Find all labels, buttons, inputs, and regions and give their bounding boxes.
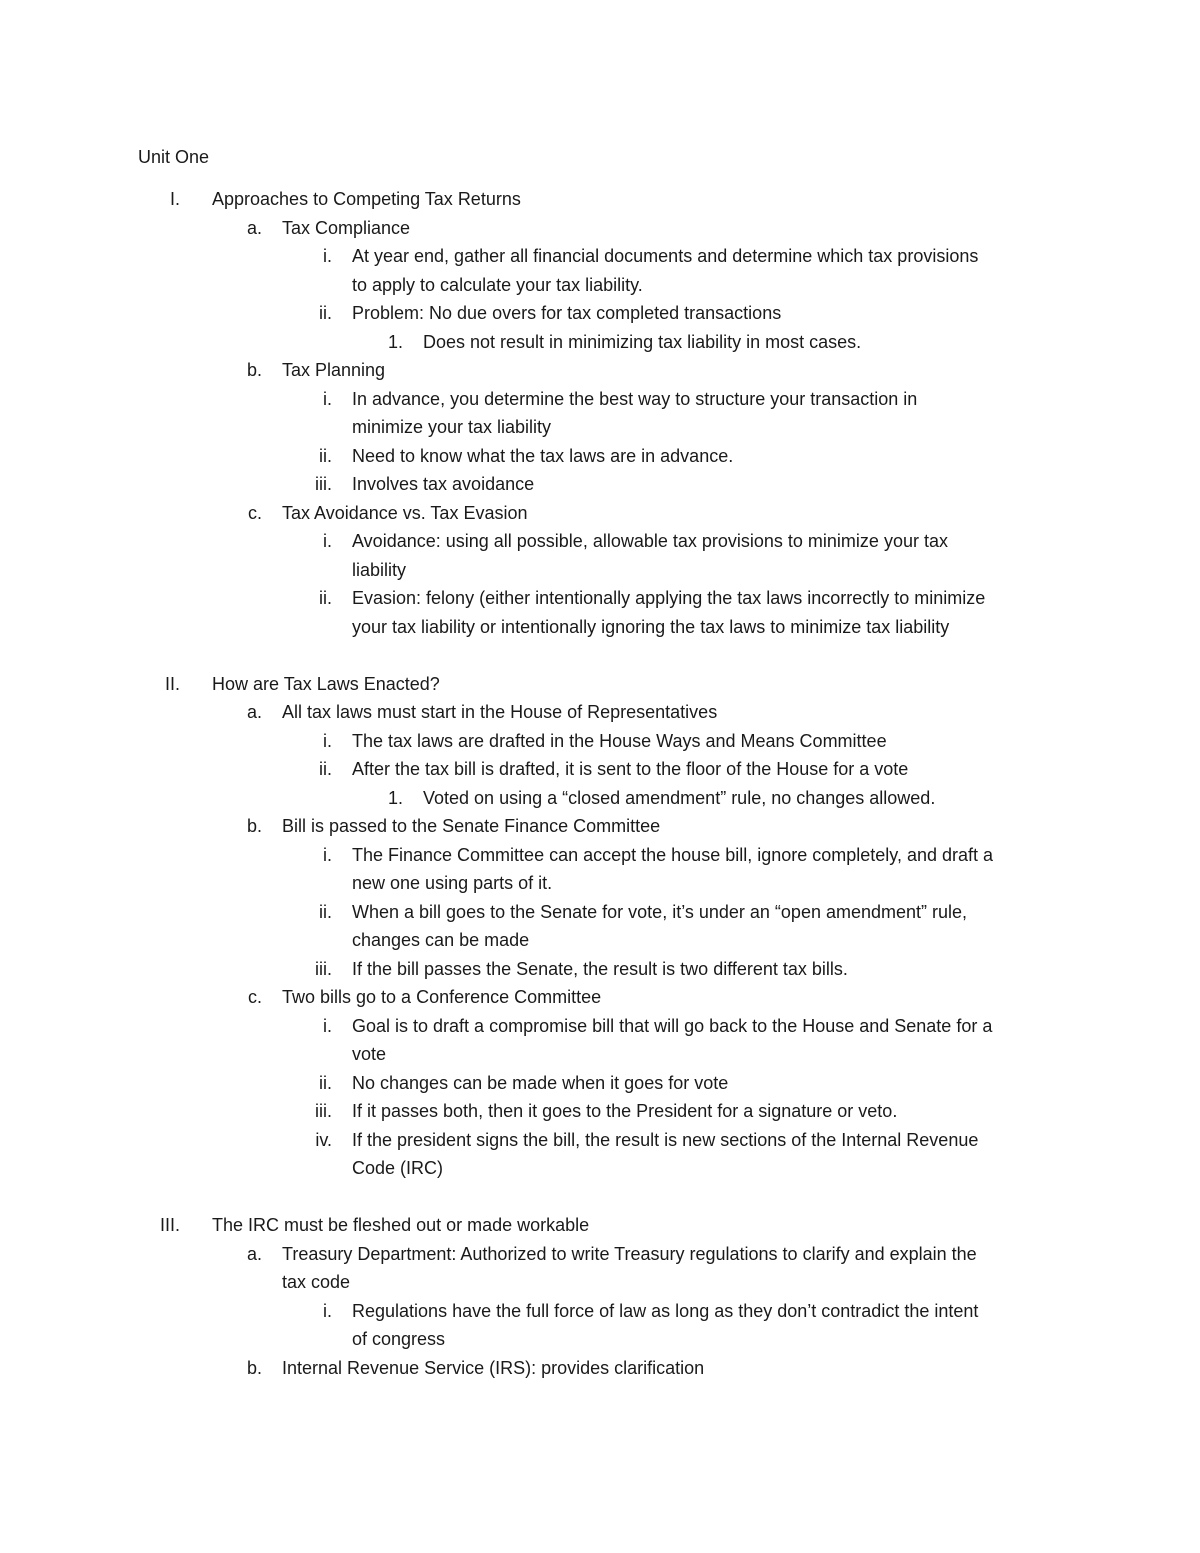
item-text: your tax liability or intentionally ignoring the tax laws to minimize tax liability — [352, 616, 950, 637]
item-number: a. — [246, 702, 262, 722]
item-number: 1. — [387, 331, 403, 352]
item-text: Evasion: felony (either intentionally applying the tax laws incorrectly to minimize — [352, 588, 986, 608]
item-number: III. — [159, 1215, 180, 1235]
item-text: How are Tax Laws Enacted? — [212, 673, 440, 694]
item-text: No changes can be made when it goes for vote — [352, 1072, 729, 1093]
item-number: iii. — [315, 474, 332, 494]
item-number: c. — [247, 502, 262, 523]
item-text: Internal Revenue Service (IRS): provides clarification — [282, 1357, 705, 1378]
item-number: ii. — [319, 588, 332, 608]
item-text: After the tax bill is drafted, it is sent to the floor of the House for a vote — [352, 759, 909, 779]
item-text: Tax Planning — [282, 360, 386, 380]
item-number: b. — [246, 360, 262, 380]
item-text: Voted on using a “closed amendment” rule, no changes allowed. — [423, 787, 936, 808]
item-text: changes can be made — [352, 930, 530, 950]
item-number: iv. — [315, 1129, 332, 1150]
item-text: When a bill goes to the Senate for vote, it’s under an “open amendment” rule, — [352, 901, 968, 922]
item-number: i. — [323, 844, 332, 865]
item-number: iii. — [315, 1101, 332, 1121]
item-text: Goal is to draft a compromise bill that will go back to the House and Senate for a — [352, 1015, 993, 1036]
item-text: to apply to calculate your tax liability. — [352, 274, 643, 295]
item-number: a. — [246, 217, 262, 238]
item-number: ii. — [319, 303, 332, 323]
item-number: ii. — [319, 759, 332, 779]
item-text: Code (IRC) — [352, 1158, 444, 1178]
item-number: b. — [246, 816, 262, 836]
item-text: Two bills go to a Conference Committee — [282, 987, 602, 1007]
item-number: I. — [169, 189, 180, 209]
item-text: vote — [352, 1044, 387, 1064]
item-number: i. — [323, 730, 332, 751]
item-text: If the president signs the bill, the result is new sections of the Internal Revenue — [352, 1129, 979, 1150]
item-text: Tax Avoidance vs. Tax Evasion — [282, 502, 528, 523]
item-text: Approaches to Competing Tax Returns — [212, 189, 521, 209]
item-text: Does not result in minimizing tax liability in most cases. — [423, 331, 862, 352]
item-number: 1. — [387, 787, 403, 808]
item-text: Problem: No due overs for tax completed transactions — [352, 303, 782, 323]
document-title: Unit One — [138, 147, 210, 167]
item-number: b. — [246, 1357, 262, 1378]
item-text: Tax Compliance — [282, 217, 411, 238]
item-number: i. — [323, 1015, 332, 1036]
item-text: Bill is passed to the Senate Finance Committee — [282, 816, 661, 836]
item-text: minimize your tax liability — [352, 417, 552, 437]
item-text: At year end, gather all financial documents and determine which tax provisions — [352, 246, 979, 266]
item-text: Treasury Department: Authorized to write Treasury regulations to clarify and explain the — [282, 1243, 977, 1264]
item-text: If it passes both, then it goes to the President for a signature or veto. — [352, 1101, 898, 1121]
item-number: i. — [323, 388, 332, 409]
item-text: The Finance Committee can accept the house bill, ignore completely, and draft a — [352, 844, 994, 865]
item-number: i. — [323, 246, 332, 266]
item-text: tax code — [282, 1272, 351, 1292]
item-text: new one using parts of it. — [352, 873, 553, 893]
item-number: ii. — [319, 901, 332, 922]
item-text: Involves tax avoidance — [352, 474, 535, 494]
item-number: i. — [323, 531, 332, 551]
item-number: a. — [246, 1243, 262, 1264]
item-number: ii. — [319, 1072, 332, 1093]
item-text: The IRC must be fleshed out or made workable — [212, 1215, 590, 1235]
item-text: If the bill passes the Senate, the result is two different tax bills. — [352, 958, 848, 979]
item-text: The tax laws are drafted in the House Ways and Means Committee — [352, 730, 887, 751]
item-number: iii. — [315, 958, 332, 979]
item-text: Need to know what the tax laws are in advance. — [352, 445, 734, 466]
item-number: II. — [164, 673, 180, 694]
item-text: of congress — [352, 1329, 446, 1349]
item-number: i. — [323, 1300, 332, 1321]
item-number: ii. — [319, 445, 332, 466]
item-text: Avoidance: using all possible, allowable tax provisions to minimize your tax — [352, 531, 948, 551]
item-text: In advance, you determine the best way to structure your transaction in — [352, 388, 918, 409]
item-text: Regulations have the full force of law as long as they don’t contradict the intent — [352, 1300, 979, 1321]
item-text: All tax laws must start in the House of Representatives — [282, 702, 718, 722]
item-text: liability — [352, 559, 407, 580]
item-number: c. — [247, 987, 262, 1007]
